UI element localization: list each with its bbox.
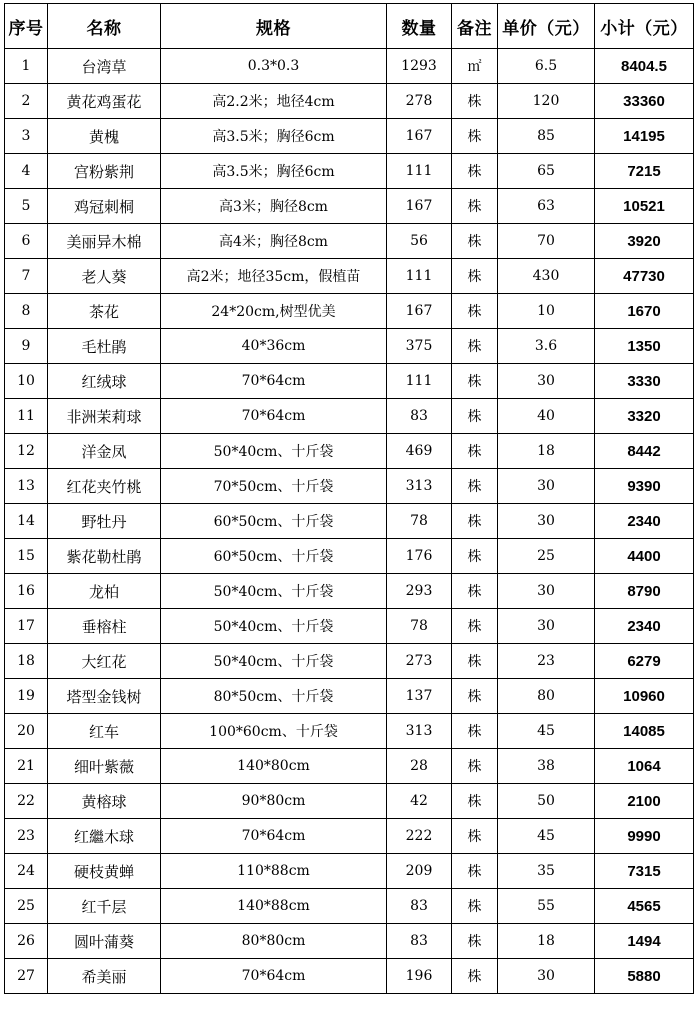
cell-unit-price: 30 [498,364,595,399]
cell-name: 宫粉紫荆 [48,154,161,189]
table-row [5,294,694,329]
cell-subtotal: 2340 [595,504,694,539]
cell-spec: 60*50cm、十斤袋 [161,504,387,539]
cell-note: 株 [452,259,498,294]
cell-subtotal: 47730 [595,259,694,294]
cell-quantity: 111 [387,259,452,294]
cell-name: 垂榕柱 [48,609,161,644]
cell-subtotal: 9990 [595,819,694,854]
cell-unit-price: 30 [498,469,595,504]
cell-quantity: 83 [387,889,452,924]
table-row [5,399,694,434]
cell-quantity: 167 [387,294,452,329]
cell-quantity: 222 [387,819,452,854]
cell-name: 硬枝黄蝉 [48,854,161,889]
cell-index: 6 [5,224,48,259]
cell-note: 株 [452,924,498,959]
cell-note: 株 [452,749,498,784]
cell-quantity: 469 [387,434,452,469]
cell-name: 野牡丹 [48,504,161,539]
cell-unit-price: 50 [498,784,595,819]
cell-index: 20 [5,714,48,749]
cell-index: 18 [5,644,48,679]
table-row [5,469,694,504]
cell-subtotal: 4565 [595,889,694,924]
cell-unit-price: 18 [498,924,595,959]
cell-index: 9 [5,329,48,364]
cell-name: 圆叶蒲葵 [48,924,161,959]
cell-index: 16 [5,574,48,609]
cell-spec: 80*50cm、十斤袋 [161,679,387,714]
cell-name: 大红花 [48,644,161,679]
cell-name: 黄花鸡蛋花 [48,84,161,119]
cell-unit-price: 430 [498,259,595,294]
cell-quantity: 167 [387,189,452,224]
cell-index: 13 [5,469,48,504]
cell-index: 5 [5,189,48,224]
cell-subtotal: 8442 [595,434,694,469]
cell-spec: 70*64cm [161,364,387,399]
cell-note: 株 [452,504,498,539]
cell-name: 毛杜鹃 [48,329,161,364]
cell-index: 24 [5,854,48,889]
cell-quantity: 196 [387,959,452,994]
table-row [5,854,694,889]
cell-index: 26 [5,924,48,959]
cell-subtotal: 1350 [595,329,694,364]
cell-unit-price: 25 [498,539,595,574]
cell-unit-price: 6.5 [498,49,595,84]
cell-subtotal: 7215 [595,154,694,189]
cell-unit-price: 45 [498,714,595,749]
cell-quantity: 273 [387,644,452,679]
cell-name: 希美丽 [48,959,161,994]
table-row [5,714,694,749]
cell-name: 细叶紫薇 [48,749,161,784]
cell-spec: 140*80cm [161,749,387,784]
cell-name: 黄榕球 [48,784,161,819]
table-row [5,889,694,924]
cell-unit-price: 30 [498,959,595,994]
header-quantity: 数量 [387,4,452,49]
cell-subtotal: 8404.5 [595,49,694,84]
table-row [5,189,694,224]
table-row [5,119,694,154]
plant-price-sheet [4,3,693,994]
table-row [5,49,694,84]
cell-spec: 高3.5米；胸径6cm [161,119,387,154]
cell-unit-price: 35 [498,854,595,889]
table-row [5,224,694,259]
cell-spec: 70*50cm、十斤袋 [161,469,387,504]
cell-name: 黄槐 [48,119,161,154]
table-row [5,749,694,784]
cell-quantity: 83 [387,924,452,959]
header-subtotal: 小计（元） [595,4,694,49]
cell-note: 株 [452,714,498,749]
cell-note: 株 [452,469,498,504]
cell-index: 22 [5,784,48,819]
table-header-row [5,4,694,49]
table-row [5,329,694,364]
cell-note: 株 [452,819,498,854]
cell-name: 老人葵 [48,259,161,294]
cell-spec: 90*80cm [161,784,387,819]
cell-name: 龙柏 [48,574,161,609]
cell-index: 7 [5,259,48,294]
cell-index: 21 [5,749,48,784]
cell-name: 红花夹竹桃 [48,469,161,504]
cell-unit-price: 30 [498,609,595,644]
cell-note: 株 [452,84,498,119]
cell-unit-price: 45 [498,819,595,854]
cell-unit-price: 80 [498,679,595,714]
cell-index: 17 [5,609,48,644]
cell-note: 株 [452,119,498,154]
cell-spec: 80*80cm [161,924,387,959]
cell-quantity: 209 [387,854,452,889]
plant-price-table [4,3,694,994]
table-row [5,84,694,119]
cell-note: 株 [452,189,498,224]
cell-quantity: 111 [387,154,452,189]
cell-unit-price: 3.6 [498,329,595,364]
cell-name: 台湾草 [48,49,161,84]
cell-spec: 50*40cm、十斤袋 [161,609,387,644]
cell-unit-price: 70 [498,224,595,259]
cell-note: 株 [452,399,498,434]
cell-note: 株 [452,539,498,574]
cell-quantity: 176 [387,539,452,574]
cell-spec: 高3.5米；胸径6cm [161,154,387,189]
table-row [5,679,694,714]
cell-subtotal: 3320 [595,399,694,434]
cell-unit-price: 65 [498,154,595,189]
cell-spec: 50*40cm、十斤袋 [161,434,387,469]
cell-subtotal: 1670 [595,294,694,329]
cell-unit-price: 10 [498,294,595,329]
table-row [5,644,694,679]
cell-spec: 高2米；地径35cm，假植苗 [161,259,387,294]
cell-spec: 高4米；胸径8cm [161,224,387,259]
cell-name: 红车 [48,714,161,749]
table-row [5,434,694,469]
cell-index: 25 [5,889,48,924]
cell-subtotal: 6279 [595,644,694,679]
cell-index: 3 [5,119,48,154]
cell-index: 8 [5,294,48,329]
cell-unit-price: 30 [498,504,595,539]
cell-unit-price: 18 [498,434,595,469]
cell-unit-price: 30 [498,574,595,609]
cell-quantity: 293 [387,574,452,609]
cell-spec: 高2.2米；地径4cm [161,84,387,119]
header-name: 名称 [48,4,161,49]
cell-quantity: 375 [387,329,452,364]
cell-note: 株 [452,644,498,679]
cell-note: 株 [452,224,498,259]
cell-unit-price: 85 [498,119,595,154]
cell-name: 紫花勒杜鹃 [48,539,161,574]
cell-subtotal: 2100 [595,784,694,819]
cell-name: 洋金凤 [48,434,161,469]
cell-index: 14 [5,504,48,539]
cell-subtotal: 5880 [595,959,694,994]
cell-subtotal: 1494 [595,924,694,959]
cell-unit-price: 120 [498,84,595,119]
cell-name: 非洲茉莉球 [48,399,161,434]
cell-unit-price: 23 [498,644,595,679]
cell-subtotal: 3330 [595,364,694,399]
table-row [5,819,694,854]
cell-name: 红绒球 [48,364,161,399]
cell-note: 株 [452,679,498,714]
table-body [5,49,694,994]
cell-note: 株 [452,154,498,189]
cell-spec: 70*64cm [161,959,387,994]
cell-subtotal: 1064 [595,749,694,784]
table-row [5,609,694,644]
cell-name: 美丽异木棉 [48,224,161,259]
cell-index: 1 [5,49,48,84]
cell-spec: 0.3*0.3 [161,49,387,84]
cell-index: 10 [5,364,48,399]
cell-index: 2 [5,84,48,119]
table-row [5,364,694,399]
cell-subtotal: 7315 [595,854,694,889]
table-row [5,154,694,189]
header-spec: 规格 [161,4,387,49]
header-index: 序号 [5,4,48,49]
cell-note: 株 [452,784,498,819]
cell-name: 红繼木球 [48,819,161,854]
cell-unit-price: 55 [498,889,595,924]
table-row [5,539,694,574]
cell-quantity: 83 [387,399,452,434]
header-unit-price: 单价（元） [498,4,595,49]
cell-note: 株 [452,294,498,329]
cell-quantity: 313 [387,469,452,504]
cell-unit-price: 63 [498,189,595,224]
cell-note: 株 [452,434,498,469]
cell-spec: 24*20cm,树型优美 [161,294,387,329]
cell-spec: 50*40cm、十斤袋 [161,644,387,679]
cell-index: 12 [5,434,48,469]
cell-spec: 60*50cm、十斤袋 [161,539,387,574]
cell-unit-price: 38 [498,749,595,784]
cell-name: 红千层 [48,889,161,924]
cell-quantity: 42 [387,784,452,819]
cell-spec: 70*64cm [161,399,387,434]
cell-subtotal: 10521 [595,189,694,224]
table-row [5,959,694,994]
cell-subtotal: 2340 [595,609,694,644]
cell-quantity: 167 [387,119,452,154]
cell-unit-price: 40 [498,399,595,434]
cell-note: 株 [452,889,498,924]
cell-spec: 50*40cm、十斤袋 [161,574,387,609]
cell-subtotal: 14085 [595,714,694,749]
cell-quantity: 56 [387,224,452,259]
table-row [5,784,694,819]
cell-index: 27 [5,959,48,994]
cell-subtotal: 3920 [595,224,694,259]
cell-subtotal: 33360 [595,84,694,119]
cell-note: 株 [452,364,498,399]
cell-subtotal: 9390 [595,469,694,504]
table-row [5,924,694,959]
header-note: 备注 [452,4,498,49]
cell-index: 11 [5,399,48,434]
cell-spec: 70*64cm [161,819,387,854]
cell-quantity: 78 [387,609,452,644]
cell-spec: 110*88cm [161,854,387,889]
cell-note: 株 [452,574,498,609]
cell-subtotal: 14195 [595,119,694,154]
cell-note: ㎡ [452,49,498,84]
cell-note: 株 [452,329,498,364]
table-row [5,259,694,294]
cell-subtotal: 4400 [595,539,694,574]
cell-quantity: 137 [387,679,452,714]
cell-spec: 100*60cm、十斤袋 [161,714,387,749]
cell-note: 株 [452,959,498,994]
cell-quantity: 111 [387,364,452,399]
table-row [5,574,694,609]
cell-quantity: 1293 [387,49,452,84]
cell-index: 15 [5,539,48,574]
cell-quantity: 313 [387,714,452,749]
cell-note: 株 [452,609,498,644]
cell-name: 茶花 [48,294,161,329]
cell-subtotal: 10960 [595,679,694,714]
cell-index: 19 [5,679,48,714]
cell-index: 23 [5,819,48,854]
cell-spec: 高3米；胸径8cm [161,189,387,224]
cell-name: 鸡冠刺桐 [48,189,161,224]
cell-note: 株 [452,854,498,889]
cell-spec: 40*36cm [161,329,387,364]
table-row [5,504,694,539]
cell-quantity: 278 [387,84,452,119]
cell-subtotal: 8790 [595,574,694,609]
cell-name: 塔型金钱树 [48,679,161,714]
cell-spec: 140*88cm [161,889,387,924]
cell-quantity: 78 [387,504,452,539]
cell-quantity: 28 [387,749,452,784]
cell-index: 4 [5,154,48,189]
